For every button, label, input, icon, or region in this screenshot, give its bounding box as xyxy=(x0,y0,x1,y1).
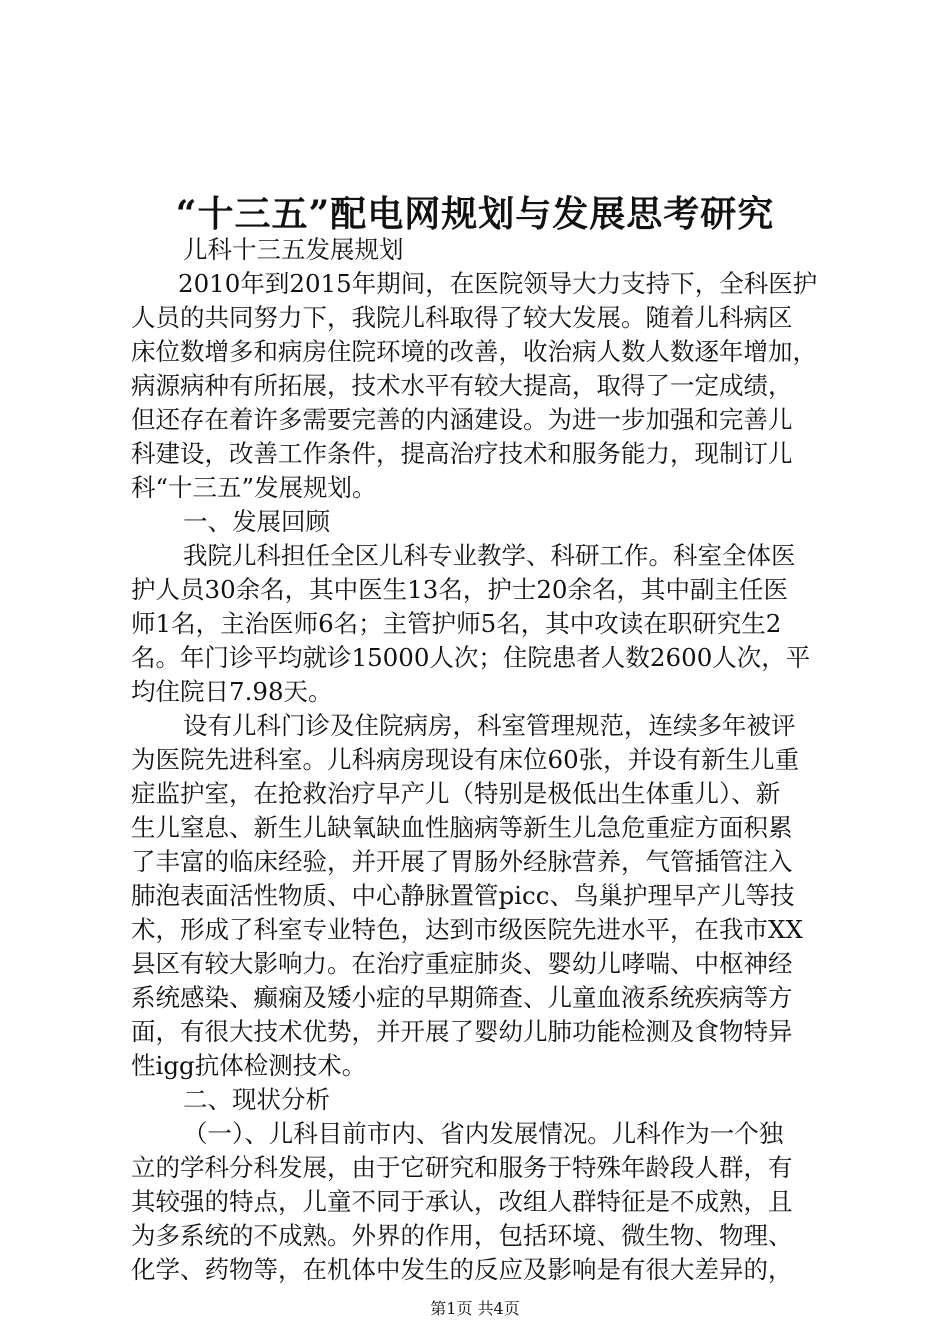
body-line: 生儿窒息、新生儿缺氧缺血性脑病等新生儿急危重症方面积累 xyxy=(131,813,793,842)
body-line: 护人员30余名，其中医生13名，护士20余名，其中副主任医 xyxy=(131,575,789,604)
body-line: 人员的共同努力下，我院儿科取得了较大发展。随着儿科病区 xyxy=(131,303,793,332)
body-line: 立的学科分科发展，由于它研究和服务于特殊年龄段人群，有 xyxy=(131,1153,793,1182)
body-line: 但还存在着许多需要完善的内涵建设。为进一步加强和完善儿 xyxy=(131,405,793,434)
body-line: 术，形成了科室专业特色，达到市级医院先进水平，在我市XX xyxy=(131,915,803,944)
body-line: 科建设，改善工作条件，提高治疗技术和服务能力，现制订儿 xyxy=(131,439,793,468)
body-line: 设有儿科门诊及住院病房，科室管理规范，连续多年被评 xyxy=(183,711,796,740)
body-line: 面，有很大技术优势，并开展了婴幼儿肺功能检测及食物特异 xyxy=(131,1017,793,1046)
section-heading: 二、现状分析 xyxy=(183,1085,330,1114)
body-line: 科“十三五”发展规划。 xyxy=(131,473,377,502)
body-line: 肺泡表面活性物质、中心静脉置管picc、鸟巢护理早产儿等技 xyxy=(131,881,795,910)
document-title: “十三五”配电网规划与发展思考研究 xyxy=(175,193,775,235)
body-line: 师1名，主治医师6名；主管护师5名，其中攻读在职研究生2 xyxy=(131,609,782,638)
body-line: 床位数增多和病房住院环境的改善，收治病人数人数逐年增加， xyxy=(131,337,817,366)
body-line: 儿科十三五发展规划 xyxy=(183,235,404,264)
body-line: 均住院日7.98天。 xyxy=(131,677,333,706)
section-heading: 一、发展回顾 xyxy=(183,507,330,536)
body-line: 县区有较大影响力。在治疗重症肺炎、婴幼儿哮喘、中枢神经 xyxy=(131,949,793,978)
body-line: 我院儿科担任全区儿科专业教学、科研工作。科室全体医 xyxy=(183,541,796,570)
body-line: 病源病种有所拓展，技术水平有较大提高，取得了一定成绩， xyxy=(131,371,793,400)
page-footer: 第1页 共4页 xyxy=(430,1299,520,1318)
body-line: 化学、药物等，在机体中发生的反应及影响是有很大差异的， xyxy=(131,1255,793,1284)
body-line: 名。年门诊平均就诊15000人次；住院患者人数2600人次，平 xyxy=(131,643,811,672)
body-line: 为医院先进科室。儿科病房现设有床位60张，并设有新生儿重 xyxy=(131,745,800,774)
body-line: （一）、儿科目前市内、省内发展情况。儿科作为一个独 xyxy=(183,1119,784,1148)
body-line: 症监护室，在抢救治疗早产儿（特别是极低出生体重儿）、新 xyxy=(131,779,781,808)
body-line: 为多系统的不成熟。外界的作用，包括环境、微生物、物理、 xyxy=(131,1221,793,1250)
body-line: 系统感染、癫痫及矮小症的早期筛查、儿童血液系统疾病等方 xyxy=(131,983,793,1012)
body-line: 性igg抗体检测技术。 xyxy=(131,1051,367,1080)
body-line: 其较强的特点，儿童不同于承认，改组人群特征是不成熟，且 xyxy=(131,1187,793,1216)
body-line: 2010年到2015年期间，在医院领导大力支持下，全科医护 xyxy=(178,269,818,298)
body-line: 了丰富的临床经验，并开展了胃肠外经脉营养，气管插管注入 xyxy=(131,847,793,876)
